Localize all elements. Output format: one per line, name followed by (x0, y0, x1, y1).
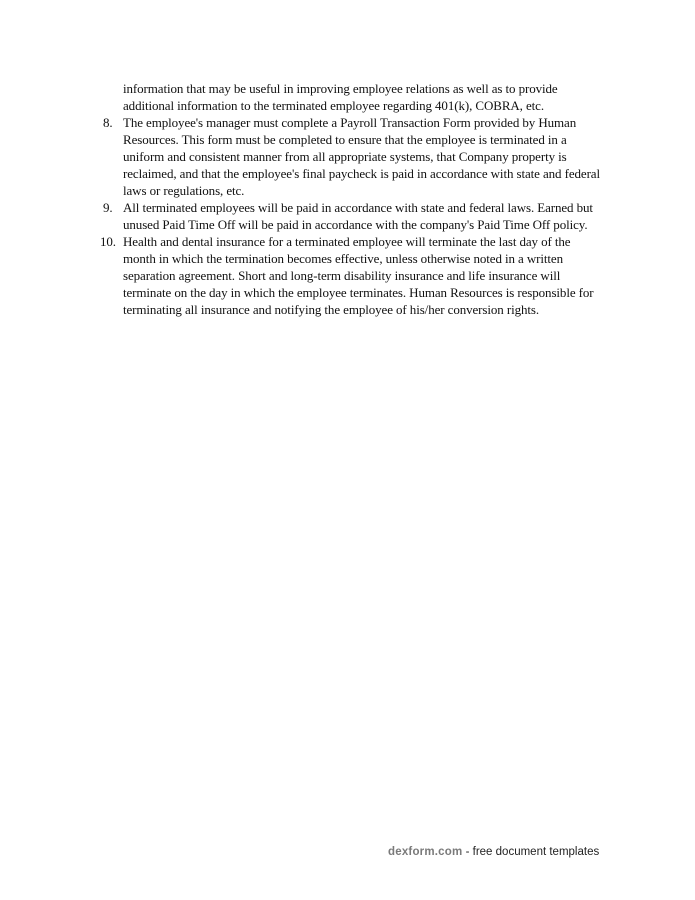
list-item-text: Health and dental insurance for a terminated employee will terminate the last day of the month in which the termination becomes effective, unless otherwise noted in a written separation agreement. Short and long-term disability insurance and life insurance will terminate on the day in which the employee terminates. Human Resources is responsible for terminating all insurance and notifying the employee of his/her conversion rights. (123, 234, 594, 317)
list-item-8 (103, 114, 603, 199)
document-body (100, 80, 603, 318)
list-number: 9. (103, 200, 113, 215)
list-item-9 (103, 199, 603, 233)
list-item-text: All terminated employees will be paid in accordance with state and federal laws. Earned but unused Paid Time Off will be paid in accordance with the company's Paid Time Off policy. (123, 200, 593, 232)
list-number: 10. (100, 234, 116, 249)
list-item-text: The employee's manager must complete a Payroll Transaction Form provided by Human Resources. This form must be completed to ensure that the employee is terminated in a uniform and consistent manner from all appropriate systems, that Company property is reclaimed, and that the employee's final paycheck is paid in accordance with state and federal laws or regulations, etc. (123, 115, 600, 198)
page-footer (388, 846, 599, 858)
footer-brand-link[interactable]: dexform.com (388, 846, 463, 858)
footer-tagline: - free document templates (462, 846, 600, 858)
list-number: 8. (103, 115, 113, 130)
list-item-10 (100, 233, 603, 318)
continued-paragraph: information that may be useful in improving employee relations as well as to provide additional information to the terminated employee regarding 401(k), COBRA, etc. (123, 81, 558, 113)
